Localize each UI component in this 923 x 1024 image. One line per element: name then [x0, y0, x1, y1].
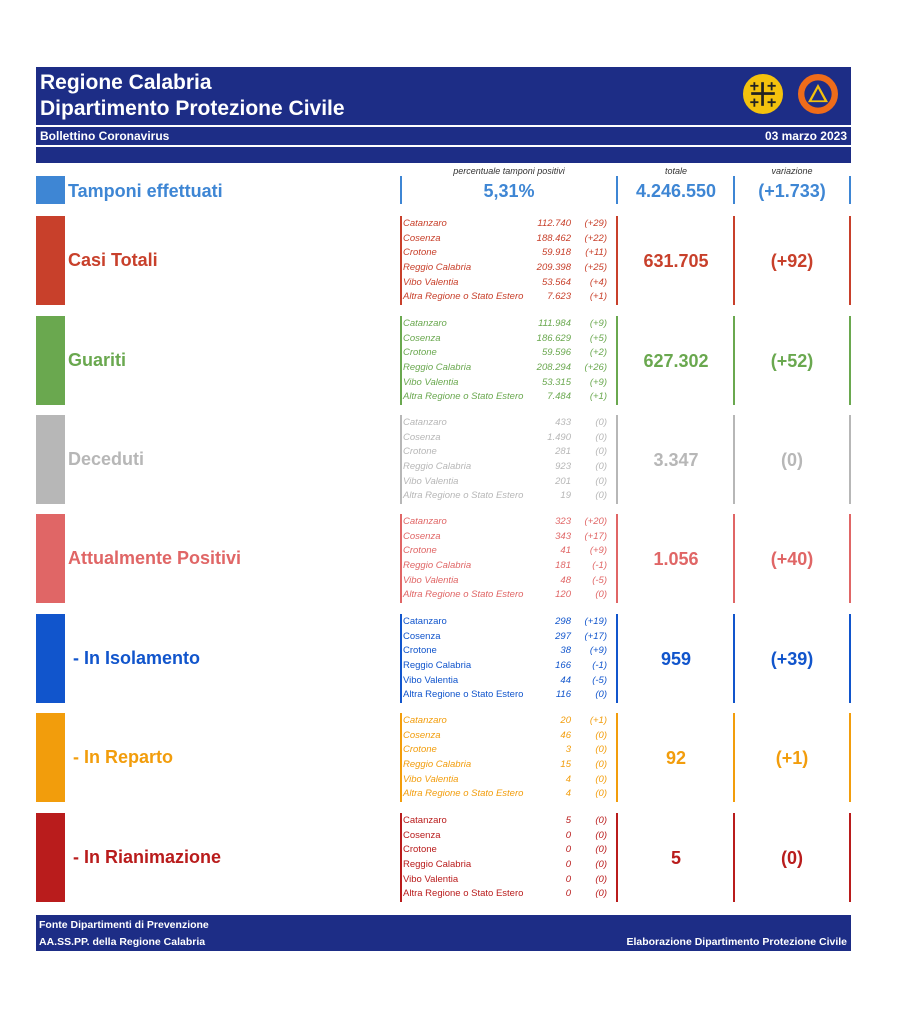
province-delta: (0)	[595, 431, 607, 443]
province-name: Vibo Valentia	[403, 475, 459, 487]
footer-source-line1: Fonte Dipartimenti di Prevenzione	[39, 919, 209, 931]
province-value: 48	[560, 574, 571, 586]
province-row	[403, 460, 609, 475]
province-name: Vibo Valentia	[403, 276, 459, 288]
province-row	[403, 416, 609, 431]
province-row	[403, 445, 609, 460]
in-isolamento-color-box	[36, 614, 65, 703]
province-name: Catanzaro	[403, 417, 447, 428]
casi-totali-divider	[400, 216, 402, 305]
bulletin-title: Bollettino Coronavirus	[40, 129, 170, 143]
province-value: 209.398	[536, 262, 571, 274]
province-name: Vibo Valentia	[403, 376, 459, 388]
province-row	[403, 615, 609, 630]
province-name: Catanzaro	[403, 616, 447, 627]
province-row	[403, 276, 609, 291]
footer-banner	[36, 915, 851, 951]
province-name: Crotone	[403, 347, 437, 359]
province-delta: (+17)	[584, 630, 607, 642]
tamponi-total: 4.246.550	[635, 181, 717, 201]
in-rianimazione-total: 5	[670, 848, 681, 868]
province-name: Altra Regione o Stato Estero	[403, 391, 524, 403]
province-name: Reggio Calabria	[403, 461, 472, 473]
province-row	[403, 261, 609, 276]
province-delta: (+11)	[585, 247, 607, 259]
casi-totali-color-box	[36, 216, 65, 305]
province-delta: (+29)	[584, 218, 607, 229]
guariti-label: Guariti	[68, 350, 127, 370]
province-delta: (+17)	[584, 530, 607, 542]
province-name: Vibo Valentia	[403, 674, 459, 686]
province-name: Vibo Valentia	[403, 873, 459, 885]
header-total: totale	[664, 166, 688, 176]
province-row	[403, 743, 609, 758]
province-value: 201	[555, 475, 571, 487]
province-value: 41	[560, 545, 571, 557]
province-name: Catanzaro	[403, 715, 447, 726]
deceduti-variation: (0)	[781, 450, 803, 470]
province-row	[403, 674, 609, 689]
province-delta: (+9)	[589, 545, 607, 557]
province-row	[403, 332, 609, 347]
province-value: 116	[555, 689, 571, 701]
province-delta: (0)	[595, 773, 607, 785]
province-delta: (0)	[595, 788, 607, 800]
province-value: 0	[565, 859, 571, 871]
subtitle-bar	[36, 127, 851, 145]
casi-totali-divider	[849, 216, 851, 305]
province-delta: (-5)	[592, 574, 607, 586]
tamponi-variation: (+1.733)	[758, 181, 826, 201]
province-delta: (0)	[595, 589, 607, 601]
province-name: Catanzaro	[403, 516, 447, 527]
province-delta: (0)	[595, 888, 607, 900]
province-row	[403, 659, 609, 674]
province-row	[403, 688, 609, 703]
province-name: Reggio Calabria	[403, 759, 472, 771]
province-value: 298	[555, 616, 571, 627]
province-value: 38	[560, 645, 571, 657]
province-name: Altra Regione o Stato Estero	[403, 788, 524, 800]
province-name: Catanzaro	[403, 318, 447, 329]
province-value: 281	[555, 446, 571, 458]
province-delta: (+2)	[589, 347, 607, 359]
province-name: Reggio Calabria	[403, 660, 472, 672]
bulletin-date: 03 marzo 2023	[764, 129, 847, 143]
province-name: Crotone	[403, 247, 437, 259]
province-row	[403, 588, 609, 603]
province-value: 53.315	[541, 376, 571, 388]
attualmente-positivi-divider	[849, 514, 851, 603]
province-name: Crotone	[403, 645, 437, 657]
attualmente-positivi-total: 1.056	[653, 549, 699, 569]
province-row	[403, 887, 609, 902]
province-row	[403, 574, 609, 589]
deceduti-divider	[733, 415, 735, 504]
header-percent: percentuale tamponi positivi	[453, 166, 565, 176]
province-name: Crotone	[403, 545, 437, 557]
in-rianimazione-divider	[616, 813, 618, 902]
province-value: 53.564	[541, 276, 571, 288]
province-value: 44	[560, 674, 571, 686]
guariti-divider	[733, 316, 735, 405]
province-row	[403, 714, 609, 729]
footer-credit: Elaborazione Dipartimento Protezione Civile	[626, 936, 847, 948]
province-value: 111.984	[538, 318, 571, 329]
province-row	[403, 814, 609, 829]
province-delta: (+20)	[584, 516, 607, 527]
deceduti-color-box	[36, 415, 65, 504]
province-row	[403, 246, 609, 261]
province-value: 1.490	[547, 431, 571, 443]
in-isolamento-divider	[616, 614, 618, 703]
deceduti-divider	[400, 415, 402, 504]
province-value: 19	[560, 490, 571, 502]
attualmente-positivi-province-list	[403, 515, 609, 603]
province-delta: (-1)	[592, 560, 607, 572]
province-row	[403, 217, 609, 232]
province-delta: (+1)	[589, 391, 607, 403]
in-rianimazione-province-list	[403, 814, 609, 902]
province-row	[403, 758, 609, 773]
province-name: Cosenza	[403, 332, 441, 344]
attualmente-positivi-color-box	[36, 514, 65, 603]
title-department: Dipartimento Protezione Civile	[40, 97, 345, 120]
province-value: 46	[560, 729, 571, 741]
header-variation: variazione	[771, 166, 813, 176]
province-delta: (+1)	[589, 715, 607, 726]
tamponi-divider	[849, 176, 851, 204]
guariti-variation: (+52)	[770, 351, 814, 371]
province-delta: (+19)	[584, 616, 607, 627]
guariti-divider	[616, 316, 618, 405]
province-row	[403, 843, 609, 858]
tamponi-divider	[733, 176, 735, 204]
province-name: Vibo Valentia	[403, 574, 459, 586]
province-row	[403, 390, 609, 405]
province-delta: (+9)	[589, 376, 607, 388]
province-name: Cosenza	[403, 232, 441, 244]
province-name: Vibo Valentia	[403, 773, 459, 785]
province-delta: (0)	[595, 461, 607, 473]
tamponi-divider	[616, 176, 618, 204]
deceduti-label: Deceduti	[68, 449, 145, 469]
calabria-emblem-icon	[741, 72, 785, 116]
province-name: Catanzaro	[403, 815, 447, 826]
province-delta: (+22)	[584, 232, 607, 244]
province-name: Altra Regione o Stato Estero	[403, 291, 524, 303]
province-value: 59.918	[541, 247, 571, 259]
in-isolamento-divider	[733, 614, 735, 703]
province-value: 3	[565, 744, 571, 756]
province-row	[403, 475, 609, 490]
province-row	[403, 559, 609, 574]
province-value: 323	[555, 516, 571, 527]
attualmente-positivi-label: Attualmente Positivi	[68, 548, 242, 568]
in-rianimazione-color-box	[36, 813, 65, 902]
province-name: Crotone	[403, 744, 437, 756]
province-value: 59.596	[541, 347, 571, 359]
province-row	[403, 630, 609, 645]
province-value: 181	[555, 560, 571, 572]
in-isolamento-total: 959	[660, 649, 692, 669]
province-name: Catanzaro	[403, 218, 447, 229]
in-rianimazione-variation: (0)	[781, 848, 803, 868]
province-delta: (0)	[595, 729, 607, 741]
divider-bar	[36, 147, 851, 163]
province-delta: (+26)	[584, 362, 607, 374]
province-row	[403, 773, 609, 788]
in-isolamento-variation: (+39)	[770, 649, 814, 669]
province-row	[403, 346, 609, 361]
province-row	[403, 361, 609, 376]
province-delta: (0)	[595, 417, 607, 428]
province-name: Cosenza	[403, 530, 441, 542]
province-row	[403, 544, 609, 559]
province-delta: (0)	[595, 744, 607, 756]
province-row	[403, 232, 609, 247]
province-delta: (0)	[595, 815, 607, 826]
province-name: Reggio Calabria	[403, 262, 472, 274]
province-delta: (+4)	[589, 276, 607, 288]
province-delta: (0)	[595, 446, 607, 458]
province-value: 0	[565, 888, 571, 900]
tamponi-percent: 5,31%	[483, 181, 535, 201]
province-delta: (0)	[595, 844, 607, 856]
casi-totali-province-list	[403, 217, 609, 305]
province-delta: (-1)	[592, 660, 607, 672]
in-isolamento-divider	[400, 614, 402, 703]
province-value: 433	[555, 417, 571, 428]
province-name: Altra Regione o Stato Estero	[403, 589, 524, 601]
in-rianimazione-divider	[733, 813, 735, 902]
province-row	[403, 530, 609, 545]
province-value: 7.623	[547, 291, 571, 303]
province-value: 4	[565, 773, 571, 785]
province-row	[403, 290, 609, 305]
province-row	[403, 858, 609, 873]
in-reparto-divider	[733, 713, 735, 802]
deceduti-total: 3.347	[653, 450, 699, 470]
province-name: Crotone	[403, 844, 437, 856]
casi-totali-label: Casi Totali	[68, 250, 158, 270]
province-delta: (+1)	[589, 291, 607, 303]
province-delta: (0)	[595, 689, 607, 701]
province-value: 7.484	[547, 391, 571, 403]
deceduti-province-list	[403, 416, 609, 504]
province-name: Cosenza	[403, 729, 441, 741]
province-name: Crotone	[403, 446, 437, 458]
casi-totali-total: 631.705	[643, 251, 709, 271]
province-delta: (0)	[595, 829, 607, 841]
province-delta: (-5)	[592, 674, 607, 686]
guariti-divider	[400, 316, 402, 405]
protezione-civile-icon	[796, 72, 840, 116]
province-value: 120	[555, 589, 571, 601]
province-value: 20	[560, 715, 571, 726]
in-reparto-label: - In Reparto	[73, 747, 174, 767]
in-reparto-total: 92	[665, 748, 687, 768]
province-delta: (0)	[595, 475, 607, 487]
tamponi-color-box	[36, 176, 65, 204]
province-row	[403, 644, 609, 659]
province-delta: (+9)	[589, 645, 607, 657]
province-delta: (+5)	[589, 332, 607, 344]
province-value: 188.462	[536, 232, 571, 244]
in-reparto-divider	[616, 713, 618, 802]
province-name: Reggio Calabria	[403, 362, 472, 374]
province-delta: (+9)	[589, 318, 607, 329]
province-row	[403, 431, 609, 446]
attualmente-positivi-divider	[400, 514, 402, 603]
header-banner	[36, 67, 851, 125]
casi-totali-divider	[733, 216, 735, 305]
in-rianimazione-divider	[849, 813, 851, 902]
province-name: Cosenza	[403, 829, 441, 841]
tamponi-label: Tamponi effettuati	[68, 181, 223, 201]
province-name: Altra Regione o Stato Estero	[403, 490, 524, 502]
in-isolamento-divider	[849, 614, 851, 703]
province-delta: (+25)	[584, 262, 607, 274]
guariti-province-list	[403, 317, 609, 405]
province-row	[403, 829, 609, 844]
province-delta: (0)	[595, 873, 607, 885]
attualmente-positivi-divider	[733, 514, 735, 603]
in-isolamento-province-list	[403, 615, 609, 703]
province-row	[403, 729, 609, 744]
province-value: 208.294	[536, 362, 571, 374]
province-value: 5	[565, 815, 571, 826]
province-delta: (0)	[595, 490, 607, 502]
province-row	[403, 873, 609, 888]
province-value: 15	[560, 759, 571, 771]
in-reparto-divider	[849, 713, 851, 802]
province-value: 0	[565, 829, 571, 841]
province-row	[403, 515, 609, 530]
in-reparto-divider	[400, 713, 402, 802]
province-name: Reggio Calabria	[403, 859, 472, 871]
province-delta: (0)	[595, 859, 607, 871]
province-value: 112.740	[537, 218, 571, 229]
deceduti-divider	[616, 415, 618, 504]
province-value: 0	[565, 844, 571, 856]
province-row	[403, 317, 609, 332]
province-value: 4	[565, 788, 571, 800]
province-name: Cosenza	[403, 431, 441, 443]
attualmente-positivi-variation: (+40)	[770, 549, 814, 569]
province-delta: (0)	[595, 759, 607, 771]
guariti-color-box	[36, 316, 65, 405]
casi-totali-divider	[616, 216, 618, 305]
province-value: 166	[555, 660, 571, 672]
province-name: Cosenza	[403, 630, 441, 642]
province-value: 297	[555, 630, 571, 642]
guariti-total: 627.302	[643, 351, 709, 371]
province-value: 923	[555, 461, 571, 473]
province-name: Altra Regione o Stato Estero	[403, 689, 524, 701]
in-isolamento-label: - In Isolamento	[73, 648, 201, 668]
in-reparto-variation: (+1)	[775, 748, 809, 768]
in-rianimazione-divider	[400, 813, 402, 902]
province-value: 343	[555, 530, 571, 542]
footer-source-line2: AA.SS.PP. della Regione Calabria	[39, 936, 206, 948]
in-reparto-color-box	[36, 713, 65, 802]
province-name: Reggio Calabria	[403, 560, 472, 572]
province-name: Altra Regione o Stato Estero	[403, 888, 524, 900]
guariti-divider	[849, 316, 851, 405]
province-row	[403, 787, 609, 802]
province-row	[403, 376, 609, 391]
province-value: 186.629	[536, 332, 571, 344]
in-rianimazione-label: - In Rianimazione	[73, 847, 222, 867]
deceduti-divider	[849, 415, 851, 504]
attualmente-positivi-divider	[616, 514, 618, 603]
province-row	[403, 489, 609, 504]
province-value: 0	[565, 873, 571, 885]
in-reparto-province-list	[403, 714, 609, 802]
title-region: Regione Calabria	[40, 71, 212, 94]
casi-totali-variation: (+92)	[770, 251, 814, 271]
